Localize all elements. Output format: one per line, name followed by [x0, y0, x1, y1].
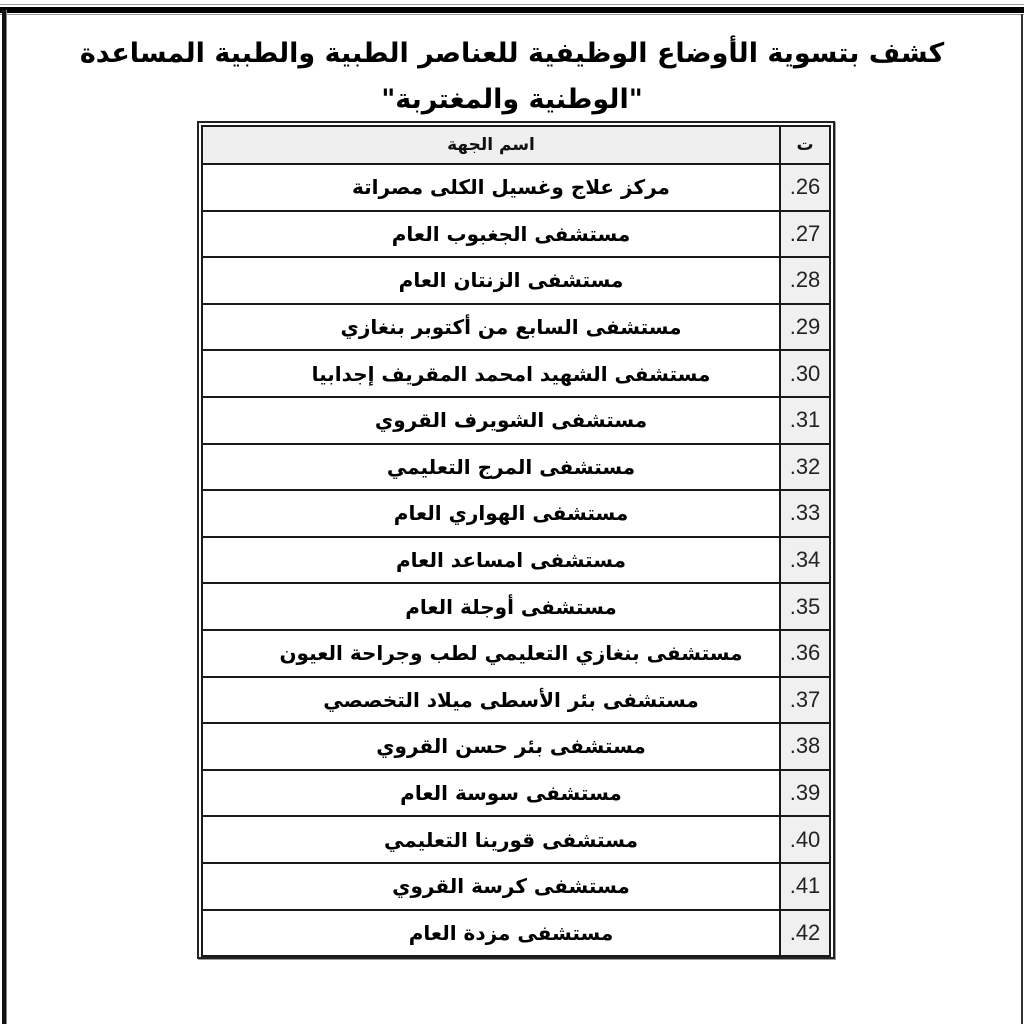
row-number: .28: [780, 257, 830, 304]
table-row: [202, 816, 830, 863]
table-row: [202, 723, 830, 770]
entities-table-frame: [197, 121, 835, 959]
entity-name: مستشفى بئر الأسطى ميلاد التخصصي: [202, 677, 780, 724]
entity-name: مستشفى الهواري العام: [202, 490, 780, 537]
page-border-top: [0, 4, 1024, 15]
row-number: .38: [780, 723, 830, 770]
entity-name: مستشفى كرسة القروي: [202, 863, 780, 910]
entity-name: مستشفى السابع من أكتوبر بنغازي: [202, 304, 780, 351]
entity-name: مستشفى سوسة العام: [202, 770, 780, 817]
document-title: كشف بتسوية الأوضاع الوظيفية للعناصر الطبية والطبية المساعدة: [79, 38, 945, 69]
row-number: .40: [780, 816, 830, 863]
table-body: [202, 164, 830, 956]
document-subtitle: "الوطنية والمغتربة": [381, 84, 643, 115]
entity-name: مستشفى المرج التعليمي: [202, 444, 780, 491]
table-row: [202, 630, 830, 677]
header-entity-name: اسم الجهة: [202, 126, 780, 164]
row-number: .32: [780, 444, 830, 491]
row-number: .26: [780, 164, 830, 211]
row-number: .35: [780, 583, 830, 630]
entity-name: مستشفى الشهيد امحمد المقريف إجدابيا: [202, 350, 780, 397]
row-number: .34: [780, 537, 830, 584]
table-row: [202, 490, 830, 537]
table-row: [202, 444, 830, 491]
table-row: [202, 257, 830, 304]
table-row: [202, 537, 830, 584]
entity-name: مستشفى مزدة العام: [202, 910, 780, 957]
entity-name: مستشفى بنغازي التعليمي لطب وجراحة العيون: [202, 630, 780, 677]
table-row: [202, 910, 830, 957]
table-row: [202, 677, 830, 724]
table-row: [202, 770, 830, 817]
row-number: .36: [780, 630, 830, 677]
table-header-row: [202, 126, 830, 164]
header-number: ت: [780, 126, 830, 164]
row-number: .42: [780, 910, 830, 957]
table-row: [202, 350, 830, 397]
table-row: [202, 211, 830, 258]
table-row: [202, 583, 830, 630]
row-number: .41: [780, 863, 830, 910]
row-number: .33: [780, 490, 830, 537]
table-row: [202, 304, 830, 351]
entity-name: مستشفى قورينا التعليمي: [202, 816, 780, 863]
row-number: .29: [780, 304, 830, 351]
row-number: .37: [780, 677, 830, 724]
entity-name: مستشفى الشويرف القروي: [202, 397, 780, 444]
row-number: .27: [780, 211, 830, 258]
entity-name: مركز علاج وغسيل الكلى مصراتة: [202, 164, 780, 211]
entity-name: مستشفى بئر حسن القروي: [202, 723, 780, 770]
table-row: [202, 863, 830, 910]
row-number: .39: [780, 770, 830, 817]
page-border-left: [2, 10, 7, 1024]
row-number: .30: [780, 350, 830, 397]
table-row: [202, 164, 830, 211]
entities-table: [201, 125, 831, 957]
table-row: [202, 397, 830, 444]
entity-name: مستشفى امساعد العام: [202, 537, 780, 584]
row-number: .31: [780, 397, 830, 444]
entity-name: مستشفى أوجلة العام: [202, 583, 780, 630]
page-border-right: [1021, 14, 1023, 1024]
entity-name: مستشفى الجغبوب العام: [202, 211, 780, 258]
entity-name: مستشفى الزنتان العام: [202, 257, 780, 304]
